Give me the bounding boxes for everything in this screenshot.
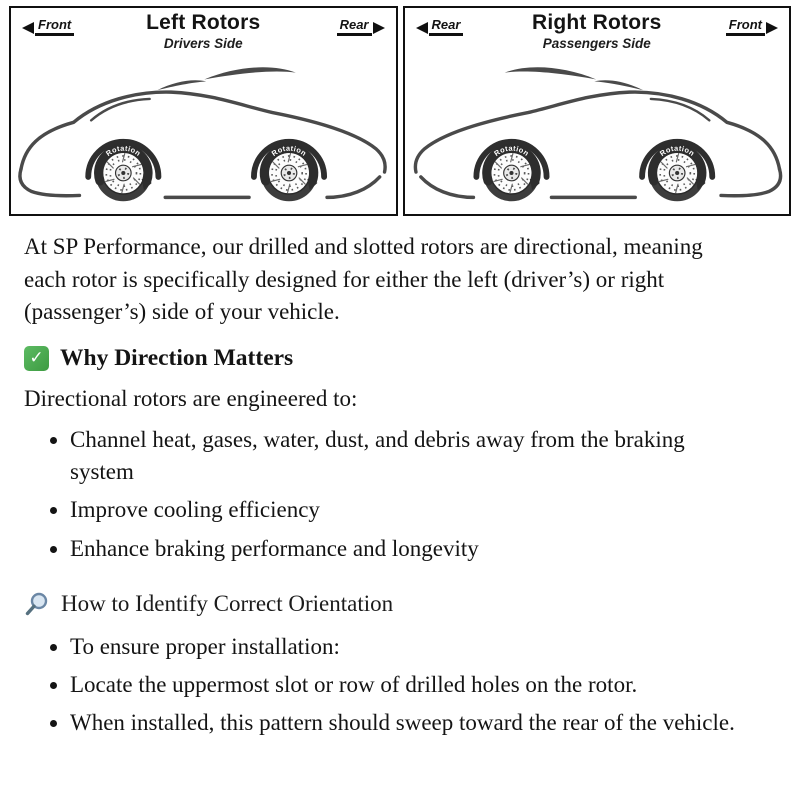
list-item: • Improve cooling efficiency: [70, 494, 748, 526]
right-rotors-panel: [403, 6, 792, 216]
rear-rotor: [648, 144, 705, 202]
arrow-right-icon: [373, 22, 385, 34]
panel-subtitle: Passengers Side: [542, 36, 651, 51]
list-item: • Enhance braking performance and longevity: [70, 533, 748, 565]
list-item: • When installed, this pattern should sweep toward the rear of the vehicle.: [70, 707, 748, 739]
arrow-right-icon: [766, 22, 778, 34]
intro-paragraph: At SP Performance, our drilled and slotted rotors are directional, meaning each rotor is specifically designed for either the left (driver’s) or right (passenger’s) side of your vehicle.: [24, 234, 703, 325]
front-rotor: [483, 144, 540, 202]
check-icon: ✓: [24, 346, 49, 371]
rear-rotor: [261, 144, 318, 202]
orientation-steps-list: [24, 631, 748, 740]
direction-label: Front: [35, 17, 74, 36]
list-item: • To ensure proper installation:: [70, 631, 748, 663]
direction-label: Rear: [429, 17, 464, 36]
identify-orientation-heading: [24, 591, 776, 617]
rear-direction-indicator: [337, 17, 385, 36]
panel-title: Left Rotors: [146, 11, 261, 34]
benefits-list: [24, 424, 748, 565]
magnifier-icon: [24, 591, 50, 617]
right-panel-header: [405, 8, 790, 56]
car-body: [415, 67, 780, 197]
left-panel-header: [11, 8, 396, 56]
list-item: • Locate the uppermost slot or row of drilled holes on the rotor.: [70, 669, 748, 701]
right-car-illustration: [405, 58, 790, 212]
rotor-direction-diagram: [0, 0, 800, 216]
car-body: [20, 67, 385, 197]
front-rotor: [95, 144, 152, 202]
direction-label: Front: [726, 17, 765, 36]
list-item: • Channel heat, gases, water, dust, and debris away from the braking system: [70, 424, 748, 488]
heading-text: How to Identify Correct Orientation: [61, 590, 394, 616]
panel-title: Right Rotors: [531, 11, 662, 34]
front-direction-indicator: [726, 17, 778, 36]
article-content: [0, 216, 800, 739]
why-direction-matters-heading: [24, 345, 776, 372]
left-car-illustration: [11, 58, 396, 212]
left-rotors-panel: [9, 6, 398, 216]
direction-label: Rear: [337, 17, 372, 36]
heading-text: Why Direction Matters: [60, 344, 294, 371]
panel-subtitle: Drivers Side: [163, 36, 243, 51]
engineered-to-lead: Directional rotors are engineered to:: [24, 385, 358, 411]
